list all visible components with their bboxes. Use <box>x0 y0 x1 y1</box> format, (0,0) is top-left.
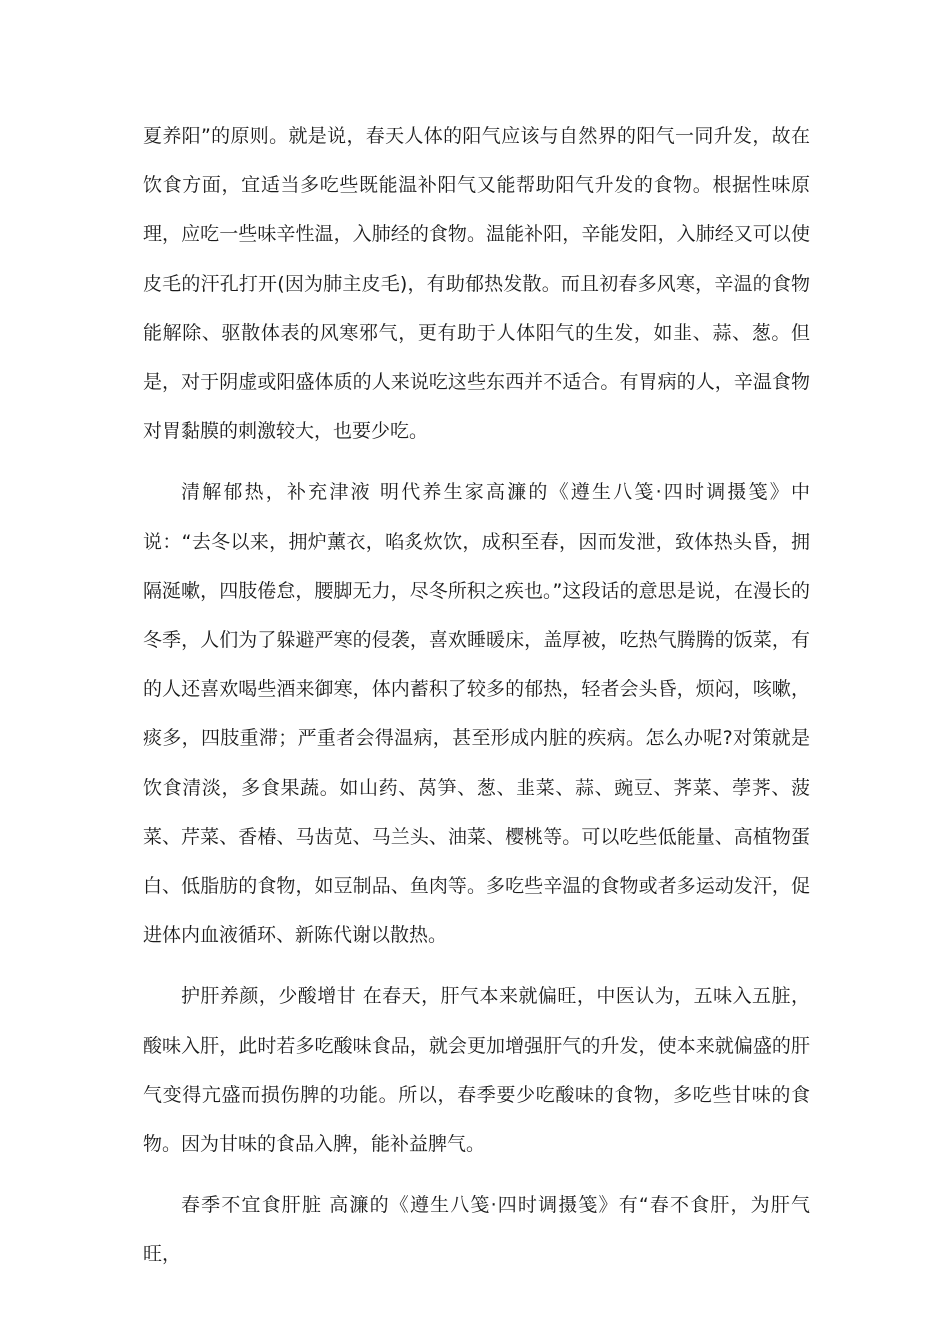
paragraph-liver-care: 护肝养颜，少酸增甘 在春天，肝气本来就偏旺，中医认为，五味入五脏，酸味入肝，此时若多吃酸味食品，就会更加增强肝气的升发，使本来就偏盛的肝气变得亢盛而损伤脾的功能。所以，春季要少吃酸味的食物，多吃些甘味的食物。因为甘味的食品入脾，能补益脾气。 <box>143 985 810 1156</box>
paragraph-yang-principle: 夏养阳”的原则。就是说，春天人体的阳气应该与自然界的阳气一同升发，故在饮食方面，宜适当多吃些既能温补阳气又能帮助阳气升发的食物。根据性味原理，应吃一些味辛性温，入肺经的食物。温能补阳，辛能发阳，入肺经又可以使皮毛的汗孔打开(因为肺主皮毛)，有助郁热发散。而且初春多风寒，辛温的食物能解除、驱散体表的风寒邪气，更有助于人体阳气的生发，如韭、蒜、葱。但是，对于阴虚或阳盛体质的人来说吃这些东西并不适合。有胃病的人，辛温食物对胃黏膜的刺激较大，也要少吃。 <box>143 125 810 443</box>
paragraph-clear-heat: 清解郁热，补充津液 明代养生家高濂的《遵生八笺·四时调摄笺》中说：“去冬以来，拥炉薰衣，啗炙炊饮，成积至春，因而发泄，致体热头昏，拥隔涎嗽，四肢倦怠，腰脚无力，尽冬所积之疾也。”这段话的意思是说，在漫长的冬季，人们为了躲避严寒的侵袭，喜欢睡暖床，盖厚被，吃热气腾腾的饭菜，有的人还喜欢喝些酒来御寒，体内蓄积了较多的郁热，轻者会头昏，烦闷，咳嗽，痰多，四肢重滞；严重者会得温病，甚至形成内脏的疾病。怎么办呢?对策就是饮食清淡，多食果蔬。如山药、莴笋、葱、韭菜、蒜、豌豆、荠菜、荸荠、菠菜、芹菜、香椿、马齿苋、马兰头、油菜、樱桃等。可以吃些低能量、高植物蛋白、低脂肪的食物，如豆制品、鱼肉等。多吃些辛温的食物或者多运动发汗，促进体内血液循环、新陈代谢以散热。 <box>143 481 810 947</box>
document-body <box>143 112 810 1292</box>
paragraph-no-liver: 春季不宜食肝脏 高濂的《遵生八笺·四时调摄笺》有“春不食肝，为肝气旺， <box>143 1194 810 1266</box>
